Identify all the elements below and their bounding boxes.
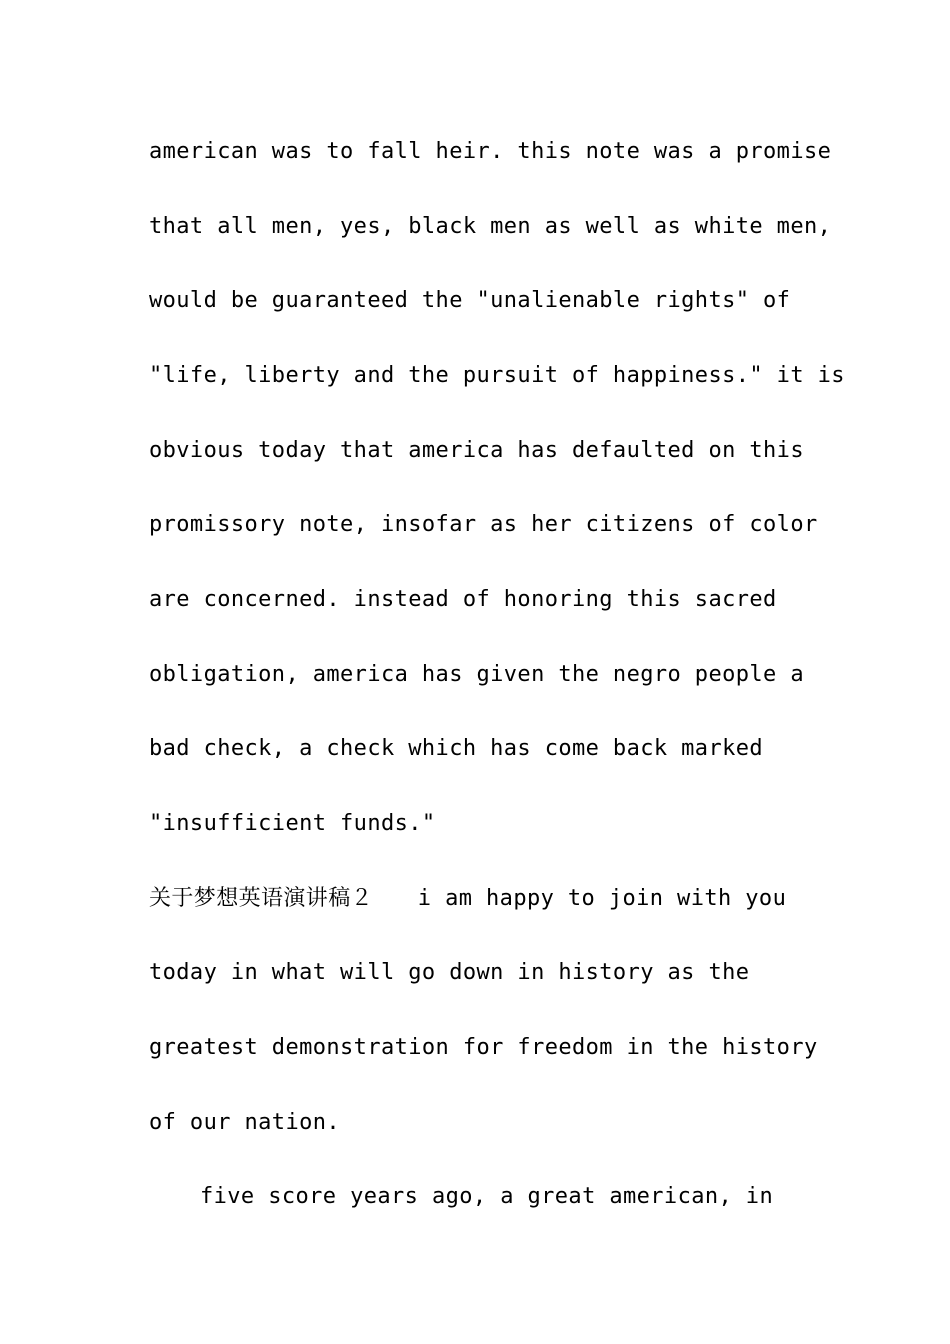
- text-line: promissory note, insofar as her citizens of color: [149, 512, 818, 537]
- indented-paragraph-line: five score years ago, a great american, in: [200, 1184, 774, 1209]
- text-line: "life, liberty and the pursuit of happiness." it is: [149, 363, 845, 388]
- text-line: would be guaranteed the "unalienable rights" of: [149, 288, 791, 313]
- text-line: american was to fall heir. this note was a promise: [149, 139, 832, 164]
- text-line: bad check, a check which has come back marked: [149, 736, 764, 761]
- text-line: that all men, yes, black men as well as white men,: [149, 214, 832, 239]
- text-line: greatest demonstration for freedom in the history: [149, 1035, 818, 1060]
- section-heading-line: 关于梦想英语演讲稿２ i am happy to join with you: [149, 886, 787, 911]
- text-line: of our nation.: [149, 1110, 341, 1135]
- text-line: "insufficient funds.": [149, 811, 436, 836]
- text-line: are concerned. instead of honoring this sacred: [149, 587, 777, 612]
- text-line: today in what will go down in history as the: [149, 960, 750, 985]
- text-line: obligation, america has given the negro people a: [149, 662, 804, 687]
- text-line: obvious today that america has defaulted on this: [149, 438, 804, 463]
